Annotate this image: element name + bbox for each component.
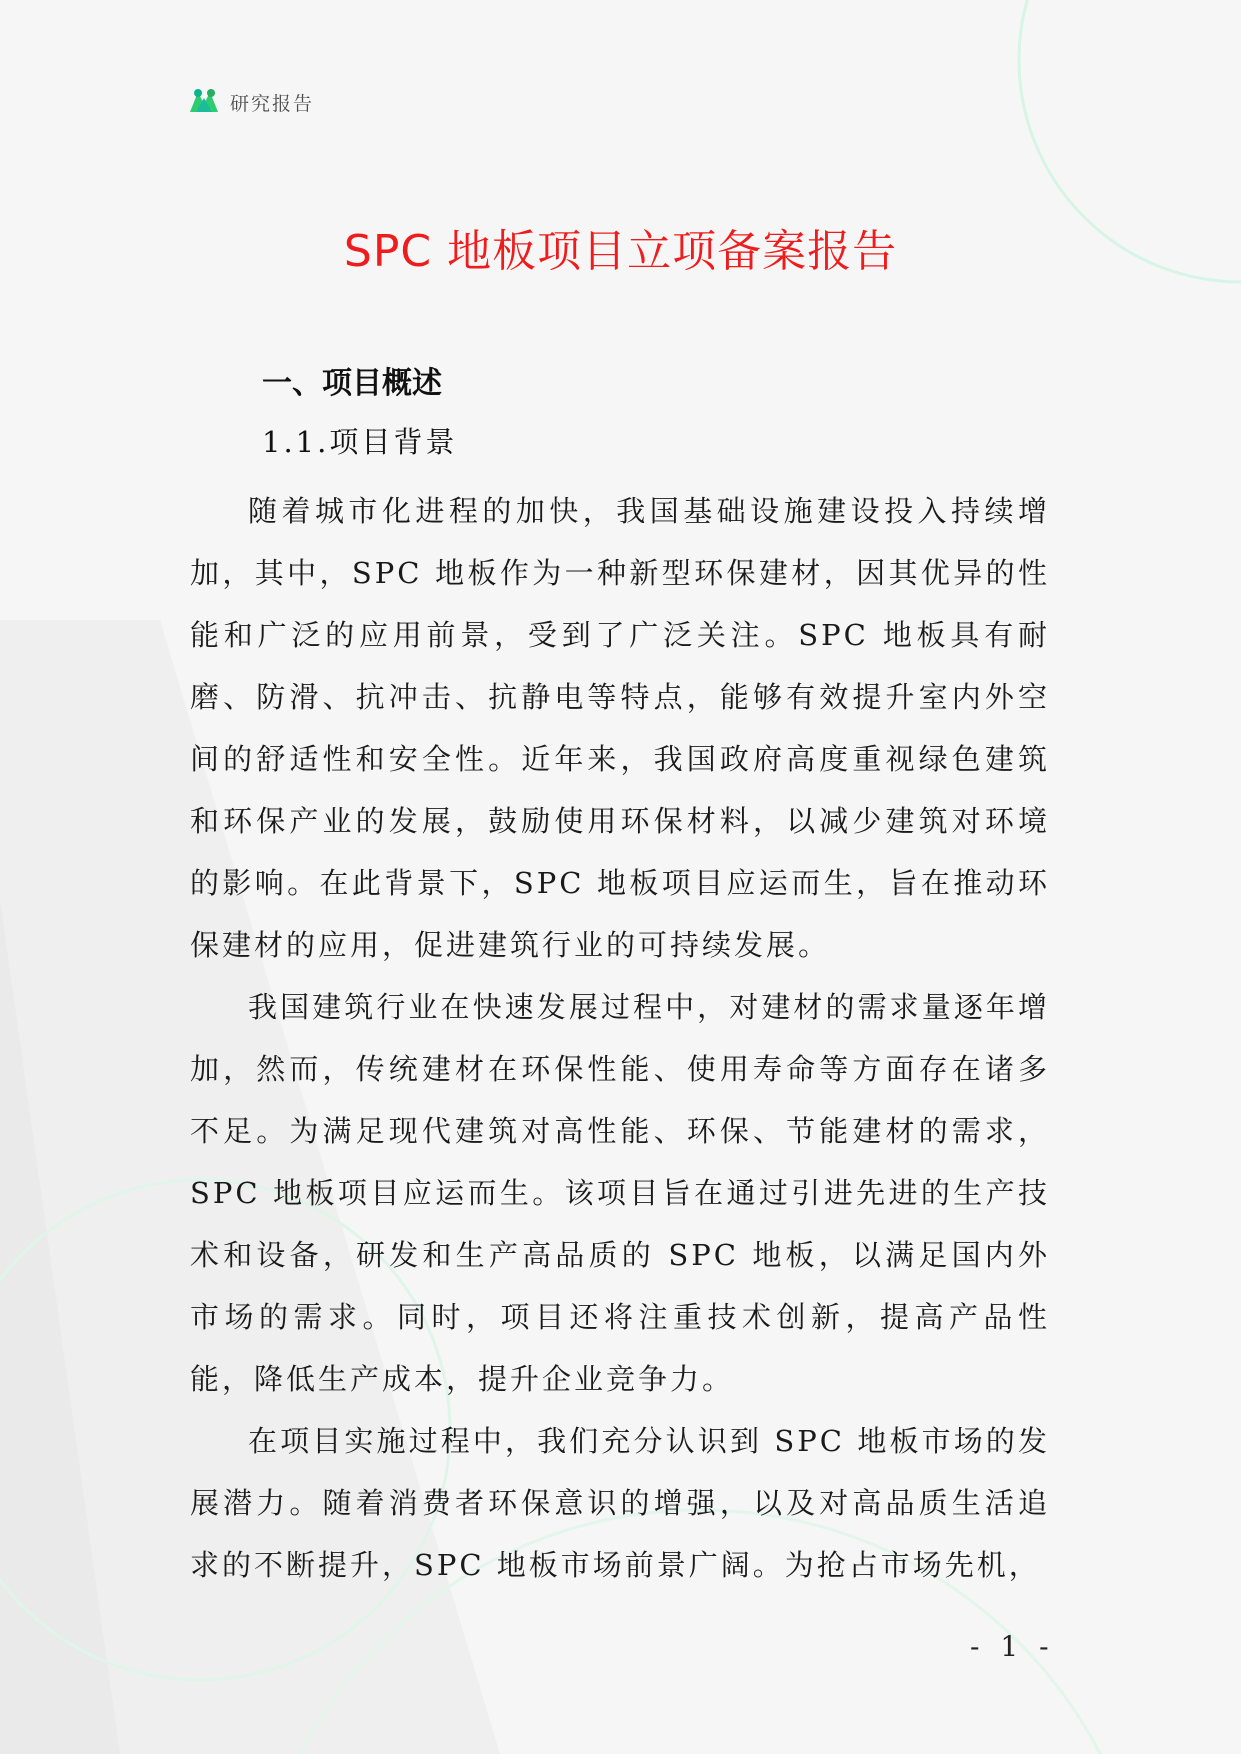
section-heading: 一、项目概述 [262,366,442,401]
brand-logo-icon [186,86,222,118]
paragraph: 随着城市化进程的加快，我国基础设施建设投入持续增加，其中，SPC 地板作为一种新型环保建材，因其优异的性能和广泛的应用前景，受到了广泛关注。SPC 地板具有耐磨、防滑、抗冲击、抗静电等特点，能够有效提升室内外空间的舒适性和安全性。近年来，我国政府高度重视绿色建筑和环保产业的发展，鼓励使用环保材料，以减少建筑对环境的影响。在此背景下，SPC 地板项目应运而生，旨在推动环保建材的应用，促进建筑行业的可持续发展。 [190,494,1050,962]
paragraph: 在项目实施过程中，我们充分认识到 SPC 地板市场的发展潜力。随着消费者环保意识的增强，以及对高品质生活追求的不断提升，SPC 地板市场前景广阔。为抢占市场先机， [190,1424,1050,1582]
document-title: SPC 地板项目立项备案报告 [343,226,898,277]
subsection-heading: 1.1.项目背景 [262,425,458,459]
brand-label: 研究报告 [230,92,315,115]
brand-header [186,86,314,118]
paragraph: 我国建筑行业在快速发展过程中，对建材的需求量逐年增加，然而，传统建材在环保性能、使用寿命等方面存在诸多不足。为满足现代建筑对高性能、环保、节能建材的需求，SPC 地板项目应运而生。该项目旨在通过引进先进的生产技术和设备，研发和生产高品质的 SPC 地板，以满足国内外市场的需求。同时，项目还将注重技术创新，提高产品性能，降低生产成本，提升企业竞争力。 [190,990,1050,1396]
page-number: - 1 - [970,1630,1055,1663]
body-text [190,480,1050,1596]
